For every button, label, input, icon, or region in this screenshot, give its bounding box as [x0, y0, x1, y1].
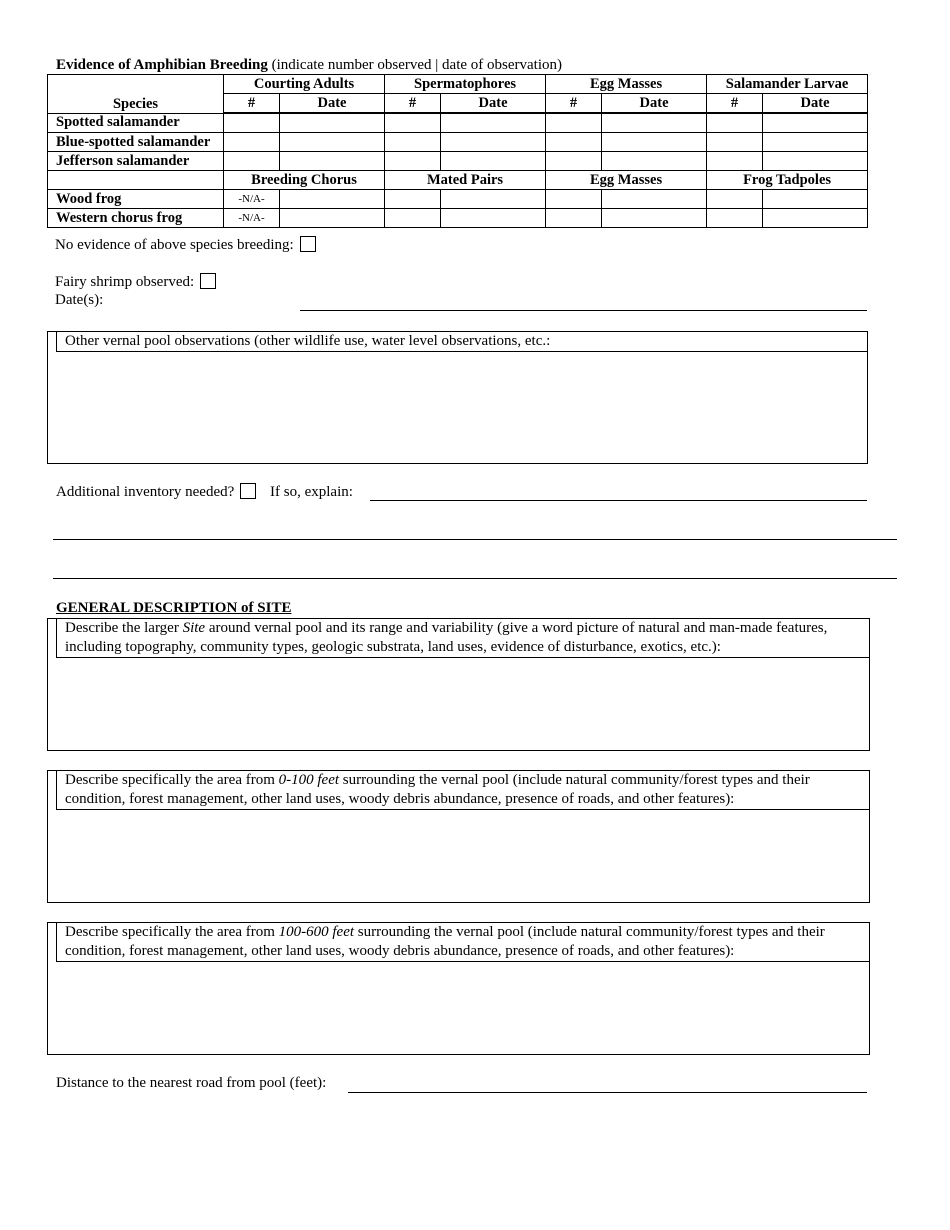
date-cell[interactable]	[763, 190, 868, 209]
table-row	[48, 152, 868, 171]
count-cell[interactable]	[385, 152, 441, 171]
species-name: Jefferson salamander	[48, 152, 224, 171]
date-header: Date	[280, 94, 385, 114]
species-name: Wood frog	[48, 190, 224, 209]
area-0-100-box[interactable]	[47, 770, 870, 903]
date-cell[interactable]	[441, 133, 546, 152]
count-cell[interactable]	[546, 152, 602, 171]
count-cell[interactable]	[707, 133, 763, 152]
group-header: Breeding Chorus	[224, 171, 385, 190]
date-cell[interactable]	[763, 152, 868, 171]
count-cell[interactable]	[385, 209, 441, 228]
area-100-600-prompt: Describe specifically the area from 100-600 feet surrounding the vernal pool (include natural community/forest types and their condition, forest management, other land uses, woody debris abundance, presence of roads, and other features):	[56, 923, 869, 962]
date-header: Date	[441, 94, 546, 114]
date-cell[interactable]	[602, 113, 707, 133]
date-cell[interactable]	[441, 190, 546, 209]
species-name: Western chorus frog	[48, 209, 224, 228]
no-evidence-checkbox[interactable]	[300, 236, 316, 252]
table-row	[48, 190, 868, 209]
date-cell[interactable]	[602, 190, 707, 209]
table-row	[48, 133, 868, 152]
blank-cell	[48, 171, 224, 190]
date-cell[interactable]	[280, 209, 385, 228]
date-cell[interactable]	[280, 133, 385, 152]
general-description-title: GENERAL DESCRIPTION of SITE	[56, 600, 292, 616]
fairy-shrimp-row	[55, 273, 216, 291]
species-name: Spotted salamander	[48, 113, 224, 133]
species-name: Blue-spotted salamander	[48, 133, 224, 152]
count-header: #	[546, 94, 602, 114]
count-cell[interactable]	[546, 113, 602, 133]
species-header: Species	[48, 75, 224, 114]
other-observations-label: Other vernal pool observations (other wildlife use, water level observations, etc.:	[56, 332, 867, 352]
breeding-section-title	[56, 57, 562, 74]
date-cell[interactable]	[441, 152, 546, 171]
distance-input-line[interactable]	[348, 1092, 867, 1093]
count-cell[interactable]	[707, 209, 763, 228]
group-header: Courting Adults	[224, 75, 385, 94]
breeding-title-note: (indicate number observed | date of observation)	[267, 57, 562, 73]
count-cell[interactable]	[224, 113, 280, 133]
explain-input-line-2[interactable]	[53, 539, 897, 540]
count-cell[interactable]	[707, 190, 763, 209]
breeding-title-bold: Evidence of Amphibian Breeding	[56, 57, 268, 73]
area-100-600-box[interactable]	[47, 922, 870, 1055]
count-cell[interactable]	[546, 190, 602, 209]
group-header: Egg Masses	[546, 75, 707, 94]
other-observations-box[interactable]	[47, 331, 868, 464]
date-cell[interactable]	[441, 113, 546, 133]
na-cell: -N/A-	[224, 190, 280, 209]
count-header: #	[224, 94, 280, 114]
count-cell[interactable]	[224, 152, 280, 171]
explain-input-line[interactable]	[370, 500, 867, 501]
date-cell[interactable]	[602, 133, 707, 152]
count-cell[interactable]	[224, 133, 280, 152]
count-cell[interactable]	[707, 113, 763, 133]
count-cell[interactable]	[707, 152, 763, 171]
table-row	[48, 209, 868, 228]
no-evidence-row	[55, 236, 316, 254]
amphibian-breeding-table	[47, 74, 868, 228]
site-description-prompt: Describe the larger Site around vernal pool and its range and variability (give a word picture of natural and man-made features, including topography, community types, geologic substrata, land uses, evidence of disturbance, exotics, etc.):	[56, 619, 869, 658]
date-cell[interactable]	[602, 209, 707, 228]
count-cell[interactable]	[546, 209, 602, 228]
table-row	[48, 113, 868, 133]
count-cell[interactable]	[385, 133, 441, 152]
date-cell[interactable]	[280, 113, 385, 133]
date-cell[interactable]	[441, 209, 546, 228]
if-so-explain-label: If so, explain:	[270, 484, 353, 500]
na-cell: -N/A-	[224, 209, 280, 228]
distance-label: Distance to the nearest road from pool (feet):	[56, 1075, 327, 1091]
date-cell[interactable]	[763, 209, 868, 228]
date-cell[interactable]	[763, 133, 868, 152]
explain-input-line-3[interactable]	[53, 578, 897, 579]
dates-label: Date(s):	[55, 292, 104, 308]
additional-inventory-label: Additional inventory needed?	[56, 484, 235, 500]
date-cell[interactable]	[763, 113, 868, 133]
group-header: Egg Masses	[546, 171, 707, 190]
date-header: Date	[763, 94, 868, 114]
dates-input-line[interactable]	[300, 310, 867, 311]
group-header: Mated Pairs	[385, 171, 546, 190]
additional-inventory-row	[56, 483, 353, 501]
date-cell[interactable]	[280, 190, 385, 209]
no-evidence-label: No evidence of above species breeding:	[55, 237, 294, 253]
count-cell[interactable]	[546, 133, 602, 152]
fairy-shrimp-label: Fairy shrimp observed:	[55, 274, 195, 290]
date-cell[interactable]	[280, 152, 385, 171]
count-cell[interactable]	[385, 190, 441, 209]
date-header: Date	[602, 94, 707, 114]
count-header: #	[385, 94, 441, 114]
group-header: Frog Tadpoles	[707, 171, 868, 190]
group-header: Salamander Larvae	[707, 75, 868, 94]
count-cell[interactable]	[385, 113, 441, 133]
site-description-box[interactable]	[47, 618, 870, 751]
additional-inventory-checkbox[interactable]	[240, 483, 256, 499]
date-cell[interactable]	[602, 152, 707, 171]
count-header: #	[707, 94, 763, 114]
fairy-shrimp-checkbox[interactable]	[200, 273, 216, 289]
group-header: Spermatophores	[385, 75, 546, 94]
area-0-100-prompt: Describe specifically the area from 0-100 feet surrounding the vernal pool (include natural community/forest types and their condition, forest management, other land uses, woody debris abundance, presence of roads, and other features):	[56, 771, 869, 810]
